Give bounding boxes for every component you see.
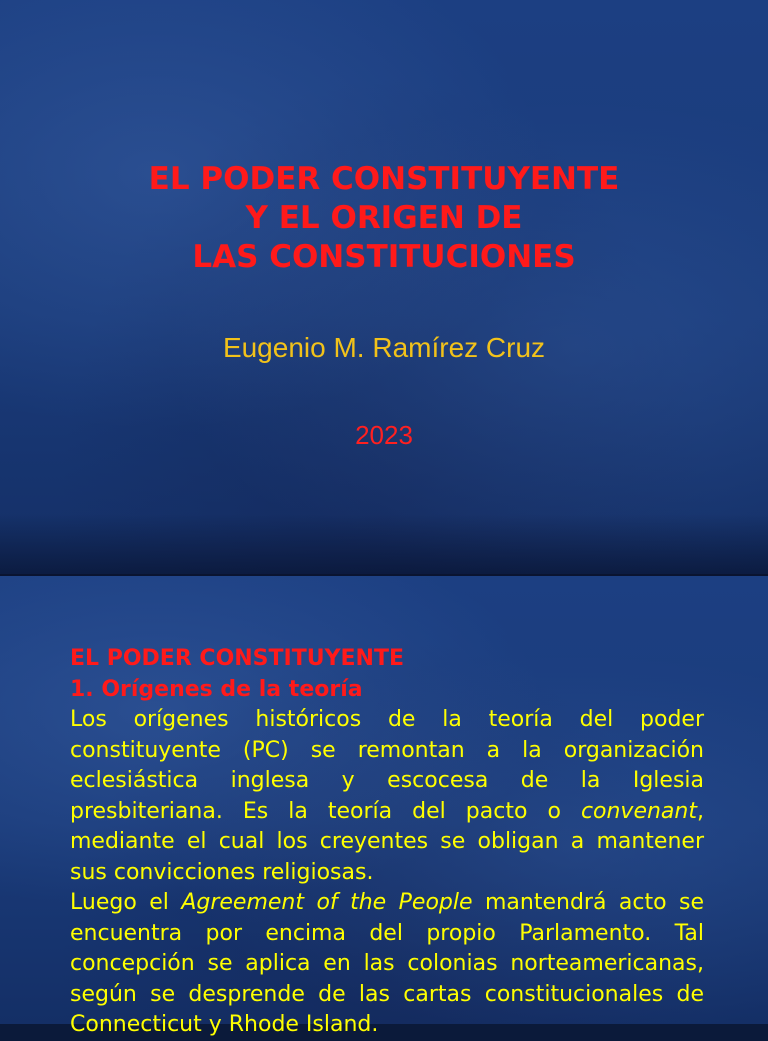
paragraph-1-text-a: Los orígenes históricos de la teoría del poder constituyente (PC) se remontan a la organización eclesiástica inglesa y escocesa de la Iglesia presbiteriana. Es la teoría del pacto o — [70, 707, 704, 824]
paragraph-2-text-a: Luego el — [70, 890, 182, 915]
paragraph-2-italic: Agreement of the People — [181, 890, 473, 915]
paragraph-2 — [70, 888, 704, 1041]
title-line-1: EL PODER CONSTITUYENTE — [148, 161, 620, 197]
paragraph-1 — [70, 705, 704, 888]
slide-shade — [0, 514, 768, 574]
year-label: 2023 — [355, 420, 413, 450]
content-slide — [0, 576, 768, 1037]
paragraph-1-text-b: , mediante el cual los creyentes se obligan a mantener sus convicciones religiosas. — [70, 798, 704, 885]
paragraph-2-text-b: mantendrá acto se encuentra por encima del propio Parlamento. Tal concepción se aplica en las colonias norteamericanas, según se desprende de las cartas constitucionales de Connecticut y Rhode Island. — [70, 890, 704, 1037]
subsection-heading: 1. Orígenes de la teoría — [70, 676, 363, 702]
slide-content — [70, 644, 704, 1041]
title-line-2: Y EL ORIGEN DE — [245, 200, 523, 236]
section-heading: EL PODER CONSTITUYENTE — [70, 646, 404, 671]
author-name: Eugenio M. Ramírez Cruz — [222, 332, 546, 363]
paragraph-1-italic: convenant — [580, 798, 697, 824]
slide-title — [0, 160, 768, 277]
title-line-3: LAS CONSTITUCIONES — [192, 239, 576, 275]
